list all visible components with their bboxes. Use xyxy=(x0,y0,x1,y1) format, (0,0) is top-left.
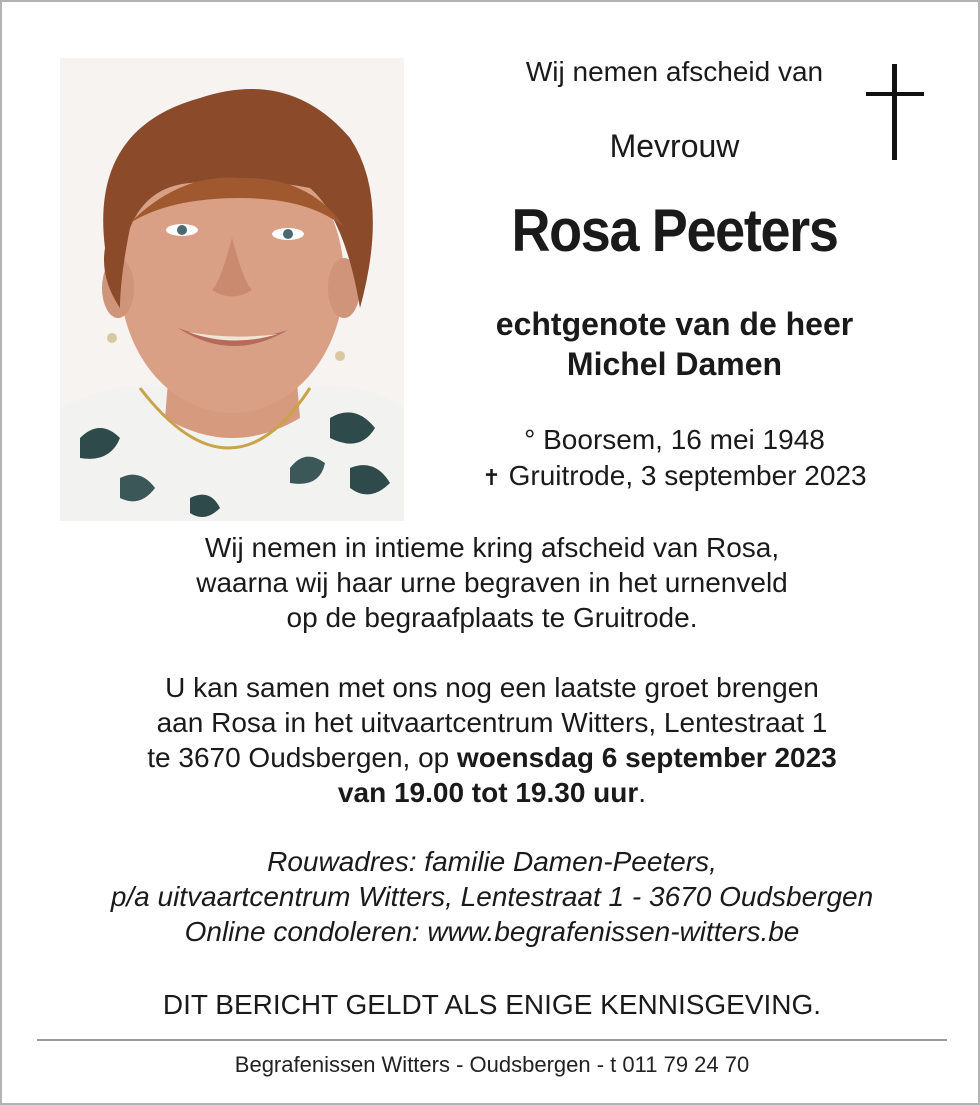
visitation-line-4 xyxy=(22,775,962,810)
visitation-location: te 3670 Oudsbergen, op xyxy=(147,742,458,773)
life-dates xyxy=(442,422,907,496)
death-date: Gruitrode, 3 september 2023 xyxy=(508,460,867,491)
intro-text: Wij nemen afscheid van xyxy=(525,56,824,87)
dagger-icon: ✝ xyxy=(482,465,501,490)
visitation-line-3 xyxy=(22,740,962,775)
ceremony-paragraph xyxy=(22,530,962,635)
divider xyxy=(37,1039,947,1041)
visitation-line-1: U kan samen met ons nog een laatste groet brengen xyxy=(165,672,819,703)
contact-line-1: Rouwadres: familie Damen-Peeters, xyxy=(267,846,717,877)
birth-date: ° Boorsem, 16 mei 1948 xyxy=(524,424,825,455)
ceremony-line-2: waarna wij haar urne begraven in het urnenveld xyxy=(196,567,788,598)
visitation-paragraph xyxy=(22,670,962,810)
visitation-date: woensdag 6 september 2023 xyxy=(457,742,837,773)
visitation-period: . xyxy=(638,777,647,808)
visitation-line-2: aan Rosa in het uitvaartcentrum Witters, Lentestraat 1 xyxy=(156,707,828,738)
honorific: Mevrouw xyxy=(609,128,740,164)
contact-line-2: p/a uitvaartcentrum Witters, Lentestraat 1 - 3670 Oudsbergen xyxy=(110,881,874,912)
portrait-photo xyxy=(60,58,404,521)
notice-text: DIT BERICHT GELDT ALS ENIGE KENNISGEVING. xyxy=(162,989,822,1020)
ceremony-line-3: op de begraafplaats te Gruitrode. xyxy=(286,602,698,633)
portrait-illustration xyxy=(60,58,404,521)
visitation-time: van 19.00 tot 19.30 uur xyxy=(337,777,639,808)
spouse-line-2: Michel Damen xyxy=(566,346,783,382)
deceased-name: Rosa Peeters xyxy=(511,197,838,264)
funeral-home-footer: Begrafenissen Witters - Oudsbergen - t 011 79 24 70 xyxy=(234,1052,750,1077)
spouse-line-1: echtgenote van de heer xyxy=(495,306,854,342)
death-date-row xyxy=(442,458,907,496)
contact-paragraph xyxy=(22,844,962,949)
spouse-block xyxy=(442,304,907,384)
ceremony-line-1: Wij nemen in intieme kring afscheid van Rosa, xyxy=(204,532,780,563)
contact-line-3: Online condoleren: www.begrafenissen-witters.be xyxy=(184,916,800,947)
